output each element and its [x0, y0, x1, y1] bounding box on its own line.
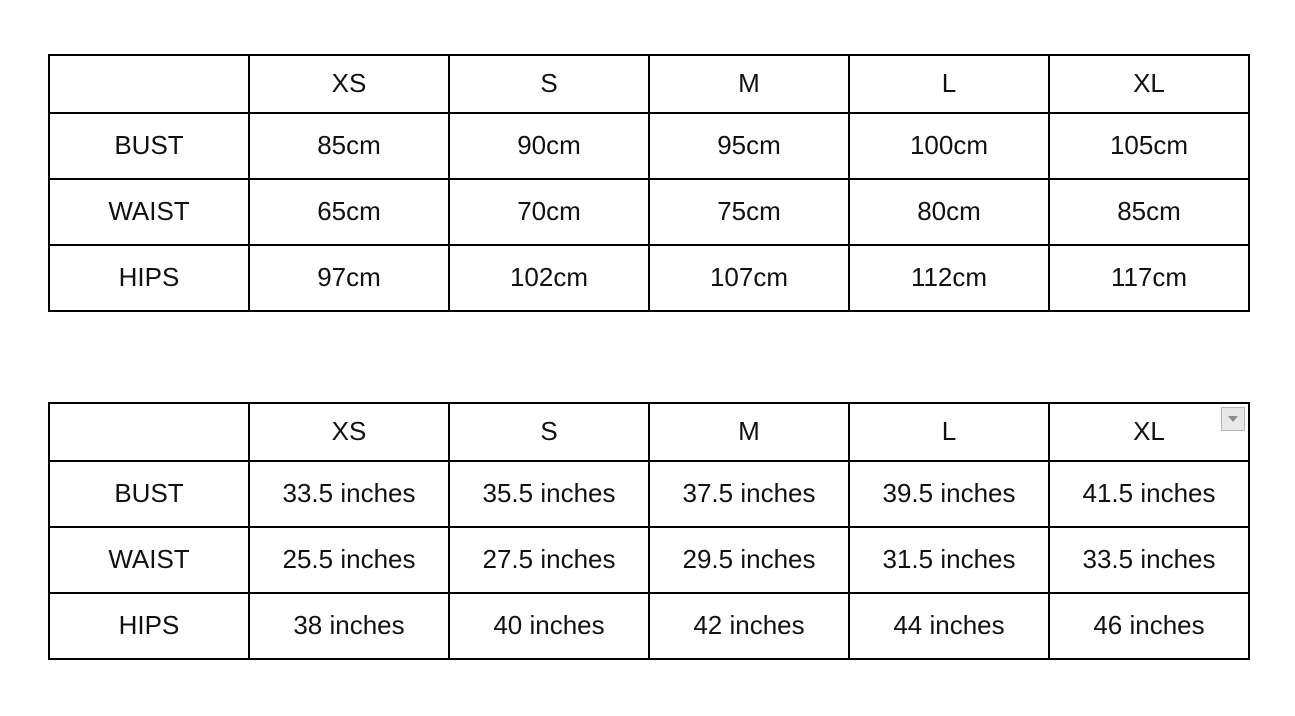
table-header-row	[49, 55, 1249, 113]
chevron-down-icon[interactable]	[1221, 407, 1245, 431]
cell-hips-xs: 38 inches	[249, 593, 449, 659]
column-header-xs: XS	[249, 55, 449, 113]
cell-waist-xs: 25.5 inches	[249, 527, 449, 593]
row-label-waist: WAIST	[49, 527, 249, 593]
row-label-bust: BUST	[49, 461, 249, 527]
cell-hips-l: 44 inches	[849, 593, 1049, 659]
size-chart-centimetres-table	[48, 54, 1250, 312]
row-label-hips: HIPS	[49, 593, 249, 659]
column-header-s: S	[449, 55, 649, 113]
cell-hips-xs: 97cm	[249, 245, 449, 311]
cell-waist-m: 75cm	[649, 179, 849, 245]
cell-bust-xs: 33.5 inches	[249, 461, 449, 527]
cell-bust-xs: 85cm	[249, 113, 449, 179]
cell-waist-xl: 85cm	[1049, 179, 1249, 245]
cell-hips-l: 112cm	[849, 245, 1049, 311]
cell-waist-l: 31.5 inches	[849, 527, 1049, 593]
column-header-xl: XL	[1049, 403, 1249, 461]
cell-waist-s: 70cm	[449, 179, 649, 245]
cell-waist-l: 80cm	[849, 179, 1049, 245]
column-header-l: L	[849, 55, 1049, 113]
cell-hips-xl: 46 inches	[1049, 593, 1249, 659]
cell-bust-l: 39.5 inches	[849, 461, 1049, 527]
cell-hips-m: 42 inches	[649, 593, 849, 659]
column-header-m: M	[649, 403, 849, 461]
cell-bust-m: 95cm	[649, 113, 849, 179]
cell-bust-s: 35.5 inches	[449, 461, 649, 527]
table-row	[49, 593, 1249, 659]
cell-bust-m: 37.5 inches	[649, 461, 849, 527]
row-label-hips: HIPS	[49, 245, 249, 311]
table-corner-cell	[49, 55, 249, 113]
cell-bust-s: 90cm	[449, 113, 649, 179]
table-header-row	[49, 403, 1249, 461]
column-header-m: M	[649, 55, 849, 113]
column-header-xs: XS	[249, 403, 449, 461]
table-corner-cell	[49, 403, 249, 461]
cell-waist-xl: 33.5 inches	[1049, 527, 1249, 593]
table-row	[49, 527, 1249, 593]
column-header-l: L	[849, 403, 1049, 461]
table-row	[49, 179, 1249, 245]
row-label-bust: BUST	[49, 113, 249, 179]
cell-hips-m: 107cm	[649, 245, 849, 311]
table-row	[49, 461, 1249, 527]
column-header-xl: XL	[1049, 55, 1249, 113]
column-header-s: S	[449, 403, 649, 461]
cell-bust-l: 100cm	[849, 113, 1049, 179]
cell-bust-xl: 105cm	[1049, 113, 1249, 179]
cell-waist-xs: 65cm	[249, 179, 449, 245]
cell-bust-xl: 41.5 inches	[1049, 461, 1249, 527]
table-row	[49, 113, 1249, 179]
cell-hips-s: 40 inches	[449, 593, 649, 659]
table-row	[49, 245, 1249, 311]
cell-waist-m: 29.5 inches	[649, 527, 849, 593]
size-chart-inches-table	[48, 402, 1250, 660]
cell-waist-s: 27.5 inches	[449, 527, 649, 593]
row-label-waist: WAIST	[49, 179, 249, 245]
cell-hips-xl: 117cm	[1049, 245, 1249, 311]
cell-hips-s: 102cm	[449, 245, 649, 311]
